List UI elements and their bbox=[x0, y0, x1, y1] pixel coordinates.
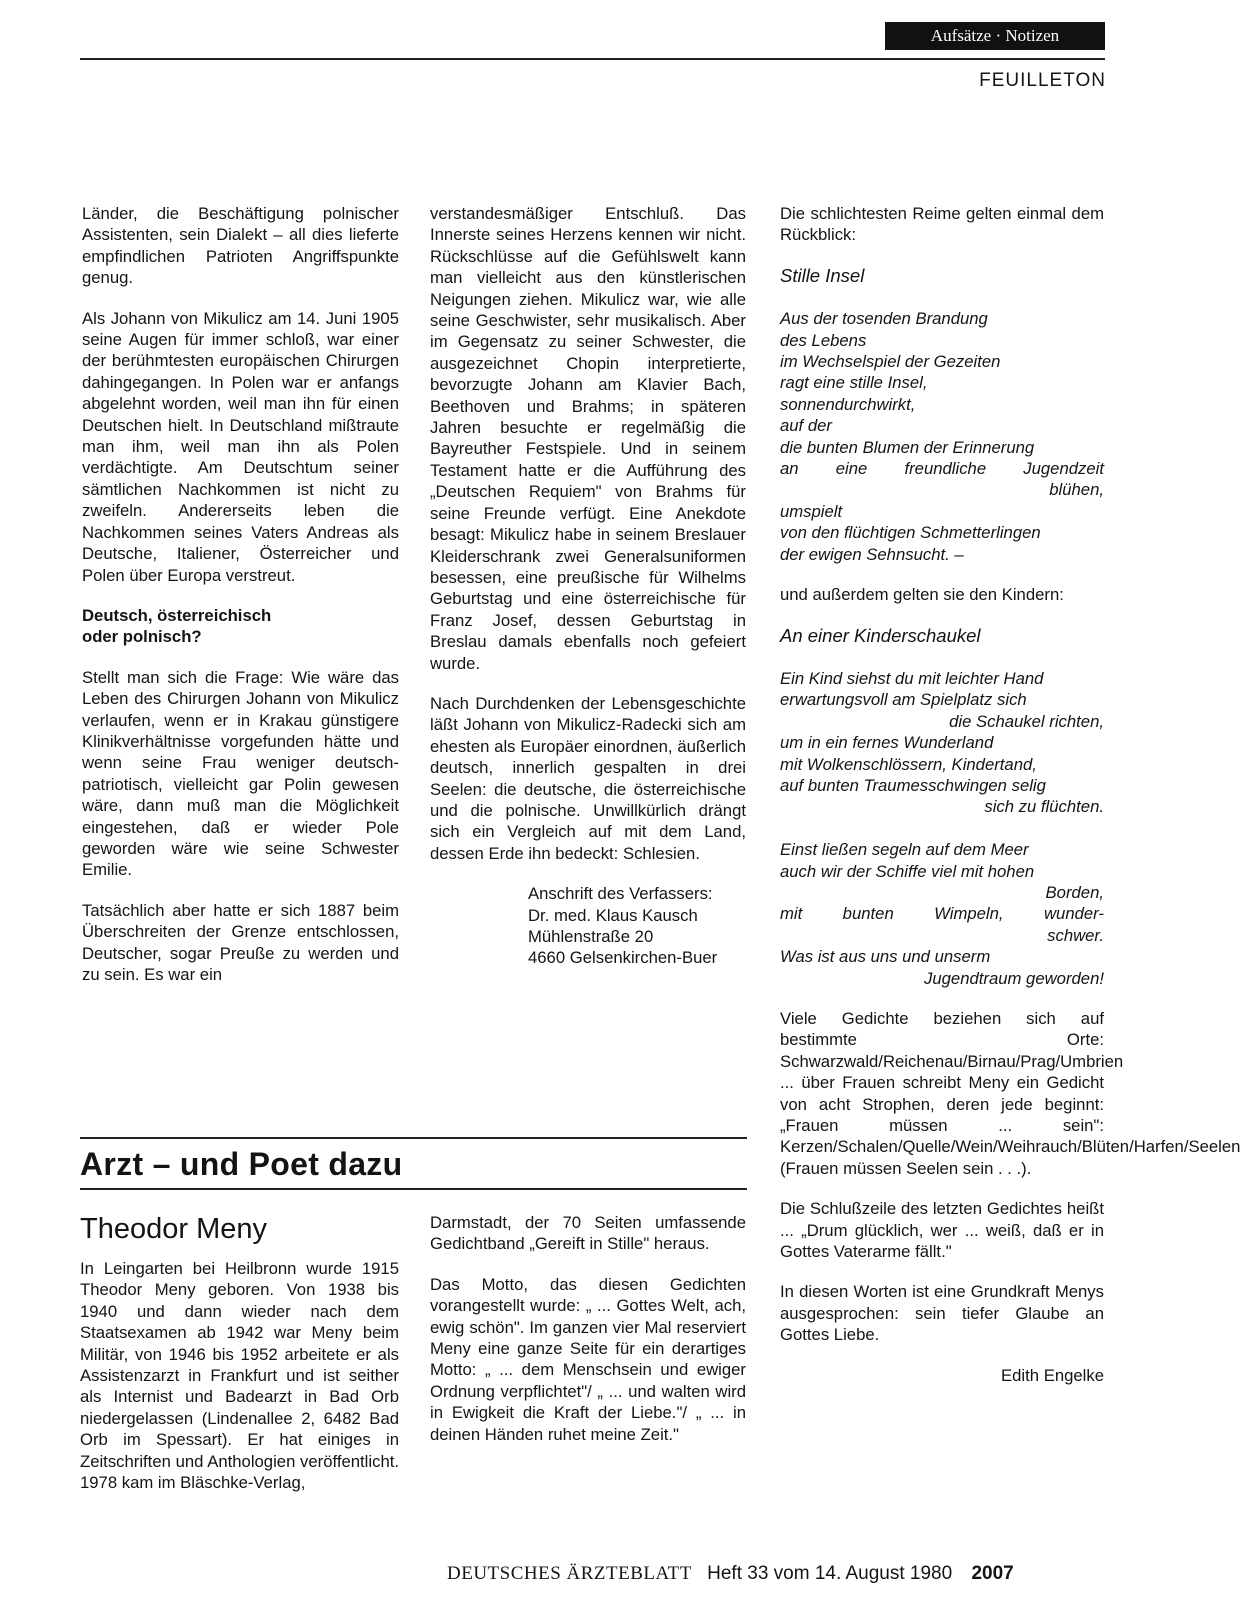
paragraph: Die schlichtesten Reime gelten einmal dem Rückblick: bbox=[780, 204, 1104, 245]
headline-rule-bottom bbox=[80, 1188, 747, 1190]
journal-name: DEUTSCHES ÄRZTEBLATT bbox=[447, 1563, 692, 1584]
poem-line: blühen, bbox=[1049, 480, 1104, 500]
header-rule bbox=[80, 58, 1105, 60]
author-address bbox=[528, 883, 746, 969]
page-number: 2007 bbox=[971, 1563, 1014, 1584]
poem-line: schwer. bbox=[1047, 925, 1104, 945]
subheading-line: oder polnisch? bbox=[82, 627, 202, 647]
poem-line: um in ein fernes Wunderland bbox=[780, 733, 994, 753]
poem-line: sich zu flüchten. bbox=[984, 797, 1104, 817]
poem-line: mit Wolkenschlössern, Kindertand, bbox=[780, 754, 1037, 774]
poem-line: im Wechselspiel der Gezeiten bbox=[780, 352, 1001, 372]
page-footer bbox=[447, 1563, 1107, 1585]
poem-line: an eine freundliche Jugendzeit bbox=[780, 459, 1104, 479]
paragraph: Als Johann von Mikulicz am 14. Juni 1905 seine Augen für immer schloß, war einer der berühmtesten europäischen Chirurgen dahingegangen. In Polen war er anfangs abgelehnt worden, weil man ihn für einen Deutschen hielt. In Deutschland mißtraute man ihm, weil man ihn als Polen verdächtigte. Am Deutschtum seiner sämtlichen Nachkommen ist nicht zu zweifeln. Andererseits leben die Nachkommen seines Vaters Andreas als Deutsche, Italiener, Österreicher und Polen über Europa verstreut. bbox=[82, 308, 399, 585]
issue-info: Heft 33 vom 14. August 1980 bbox=[707, 1563, 953, 1584]
poem-line: der ewigen Sehnsucht. – bbox=[780, 544, 964, 564]
poem-line: Was ist aus uns und unserm bbox=[780, 947, 991, 967]
article1-column-2 bbox=[430, 203, 746, 969]
author-signature: Edith Engelke bbox=[1001, 1365, 1104, 1385]
article2-column-2 bbox=[430, 1212, 746, 1445]
paragraph: In Leingarten bei Heilbronn wurde 1915 Theodor Meny geboren. Von 1938 bis 1940 und dann wieder nach dem Staatsexamen ab 1942 war Meny beim Militär, von 1946 bis 1952 arbeitete er als Assistenzarzt in Frankfurt und ist seither als Internist und Badearzt in Bad Orb niedergelassen (Lindenallee 2, 6482 Bad Orb im Spessart). Er hat einiges in Zeitschriften und Anthologien veröffentlicht. 1978 kam im Bläschke-Verlag, bbox=[80, 1259, 399, 1493]
rubric-label: FEUILLETON bbox=[979, 70, 1106, 91]
article-headline: Arzt – und Poet dazu bbox=[80, 1146, 403, 1182]
paragraph: Stellt man sich die Frage: Wie wäre das Leben des Chirurgen Johann von Mikulicz verlaufen, wenn er in Krakau günstigere Klinikverhältnisse vorgefunden hätte und wenn seine Frau weniger deutsch-patriotisch, vielleicht gar Polin gewesen wäre, dann muß man die Möglichkeit eingestehen, daß er wieder Pole geworden wäre wie seine Schwester Emilie. bbox=[82, 667, 399, 880]
poem-line: Ein Kind siehst du mit leichter Hand bbox=[780, 668, 1044, 688]
paragraph: und außerdem gelten sie den Kindern: bbox=[780, 585, 1064, 605]
address-line: Dr. med. Klaus Kausch bbox=[528, 905, 698, 925]
paragraph: In diesen Worten ist eine Grundkraft Menys ausgesprochen: sein tiefer Glaube an Gottes Liebe. bbox=[780, 1282, 1104, 1345]
poem-line: von den flüchtigen Schmetterlingen bbox=[780, 523, 1041, 543]
poem-line: Aus der tosenden Brandung bbox=[780, 309, 988, 329]
poem-line: auf der bbox=[780, 416, 832, 436]
section-tag: Aufsätze · Notizen bbox=[885, 22, 1105, 50]
poem-line: die bunten Blumen der Erinnerung bbox=[780, 437, 1035, 457]
poem-line: Borden, bbox=[1045, 882, 1104, 902]
paragraph: Darmstadt, der 70 Seiten umfassende Gedichtband „Gereift in Stille" heraus. bbox=[430, 1213, 746, 1254]
poem-line: umspielt bbox=[780, 501, 843, 521]
poem-title: Stille Insel bbox=[780, 264, 865, 286]
address-line: Mühlenstraße 20 bbox=[528, 927, 654, 946]
headline-rule-top bbox=[80, 1137, 747, 1139]
paragraph: Die Schlußzeile des letzten Gedichtes heißt ... „Drum glücklich, wer ... weiß, daß er in Gottes Vaterarme fällt." bbox=[780, 1199, 1104, 1262]
article2-column-1 bbox=[80, 1258, 399, 1493]
poem-line: sonnendurchwirkt, bbox=[780, 394, 916, 414]
poem-line: erwartungsvoll am Spielplatz sich bbox=[780, 690, 1027, 710]
article2-column-3 bbox=[780, 203, 1240, 1386]
poem-line: des Lebens bbox=[780, 330, 867, 350]
poem-line: auf bunten Traumesschwingen selig bbox=[780, 775, 1046, 795]
poem-line: auch wir der Schiffe viel mit hohen bbox=[780, 861, 1035, 881]
poem-line: mit bunten Wimpeln, wunder- bbox=[780, 904, 1104, 924]
paragraph: Tatsächlich aber hatte er sich 1887 beim Überschreiten der Grenze entschlossen, Deutscher, sogar Preuße zu werden und zu sein. Es war ein bbox=[82, 900, 399, 984]
article-author: Theodor Meny bbox=[80, 1213, 267, 1245]
poem-line: Einst ließen segeln auf dem Meer bbox=[780, 840, 1029, 860]
paragraph: Das Motto, das diesen Gedichten vorangestellt wurde: „ ... Gottes Welt, ach, ewig schön". Im ganzen vier Mal reserviert Meny eine ganze Seite für ein derartiges Motto: „ ... dem Menschsein und ewiger Ordnung verpflichtet"/ „ ... und walten wird in Ewigkeit die Kraft der Liebe."/ „ ... in deinen Händen ruhet meine Zeit." bbox=[430, 1274, 746, 1444]
paragraph: Nach Durchdenken der Lebensgeschichte läßt Johann von Mikulicz-Radecki sich am ehesten als Europäer einordnen, äußerlich deutsch, innerlich gespalten in drei Seelen: die deutsche, die österreichische und die polnische. Unwillkürlich drängt sich ein Vergleich auf mit dem Land, dessen Erde ihn bedeckt: Schlesien. bbox=[430, 693, 746, 863]
paragraph: Viele Gedichte beziehen sich auf bestimmte Orte: Schwarzwald/Reichenau/Birnau/Prag/Umbrien ... über Frauen schreibt Meny ein Gedicht von acht Strophen, deren jede beginnt: „Frauen müssen ... sein": Kerzen/Schalen/Quelle/Wein/Weihrauch/Blüten/Harfen/Seelen (Frauen müssen Seelen sein . . .). bbox=[780, 1008, 1240, 1178]
address-line: Anschrift des Verfassers: bbox=[528, 884, 713, 904]
poem-line: Jugendtraum geworden! bbox=[924, 968, 1104, 988]
paragraph: verstandesmäßiger Entschluß. Das Innerste seines Herzens kennen wir nicht. Rückschlüsse auf die Gefühlswelt kann man vielleicht aus den künstlerischen Neigungen ziehen. Mikulicz war, wie alle seine Geschwister, sehr musikalisch. Aber im Gegensatz zu seiner Schwester, die ausgezeichnet Chopin interpretierte, bevorzugte Johann am Klavier Bach, Beethoven und Brahms; in späteren Jahren besuchte er regelmäßig die Bayreuther Festspiele. Und in seinem Testament hatte er die Aufführung des „Deutschen Requiem" von Brahms für seine Freunde verfügt. Eine Anekdote besagt: Mikulicz habe in seinem Breslauer Kleiderschrank zwei Generalsuniformen besessen, eine preußische für Wilhelms Geburtstag und eine österreichische für Franz Josef, dessen Geburtstag in Breslau damals ebenfalls noch gefeiert wurde. bbox=[430, 204, 746, 673]
poem-line: ragt eine stille Insel, bbox=[780, 373, 928, 393]
article1-column-1 bbox=[82, 203, 399, 985]
poem-stille-insel bbox=[780, 308, 1104, 565]
subheading bbox=[82, 605, 399, 648]
address-line: 4660 Gelsenkirchen-Buer bbox=[528, 948, 718, 968]
paragraph: Länder, die Beschäftigung polnischer Assistenten, sein Dialekt – all dies lieferte empfindlichen Patrioten Angriffspunkte genug. bbox=[82, 204, 399, 288]
poem-kinderschaukel bbox=[780, 668, 1104, 989]
poem-title: An einer Kinderschaukel bbox=[780, 624, 981, 646]
subheading-line: Deutsch, österreichisch bbox=[82, 605, 272, 625]
poem-line: die Schaukel richten, bbox=[949, 711, 1104, 731]
